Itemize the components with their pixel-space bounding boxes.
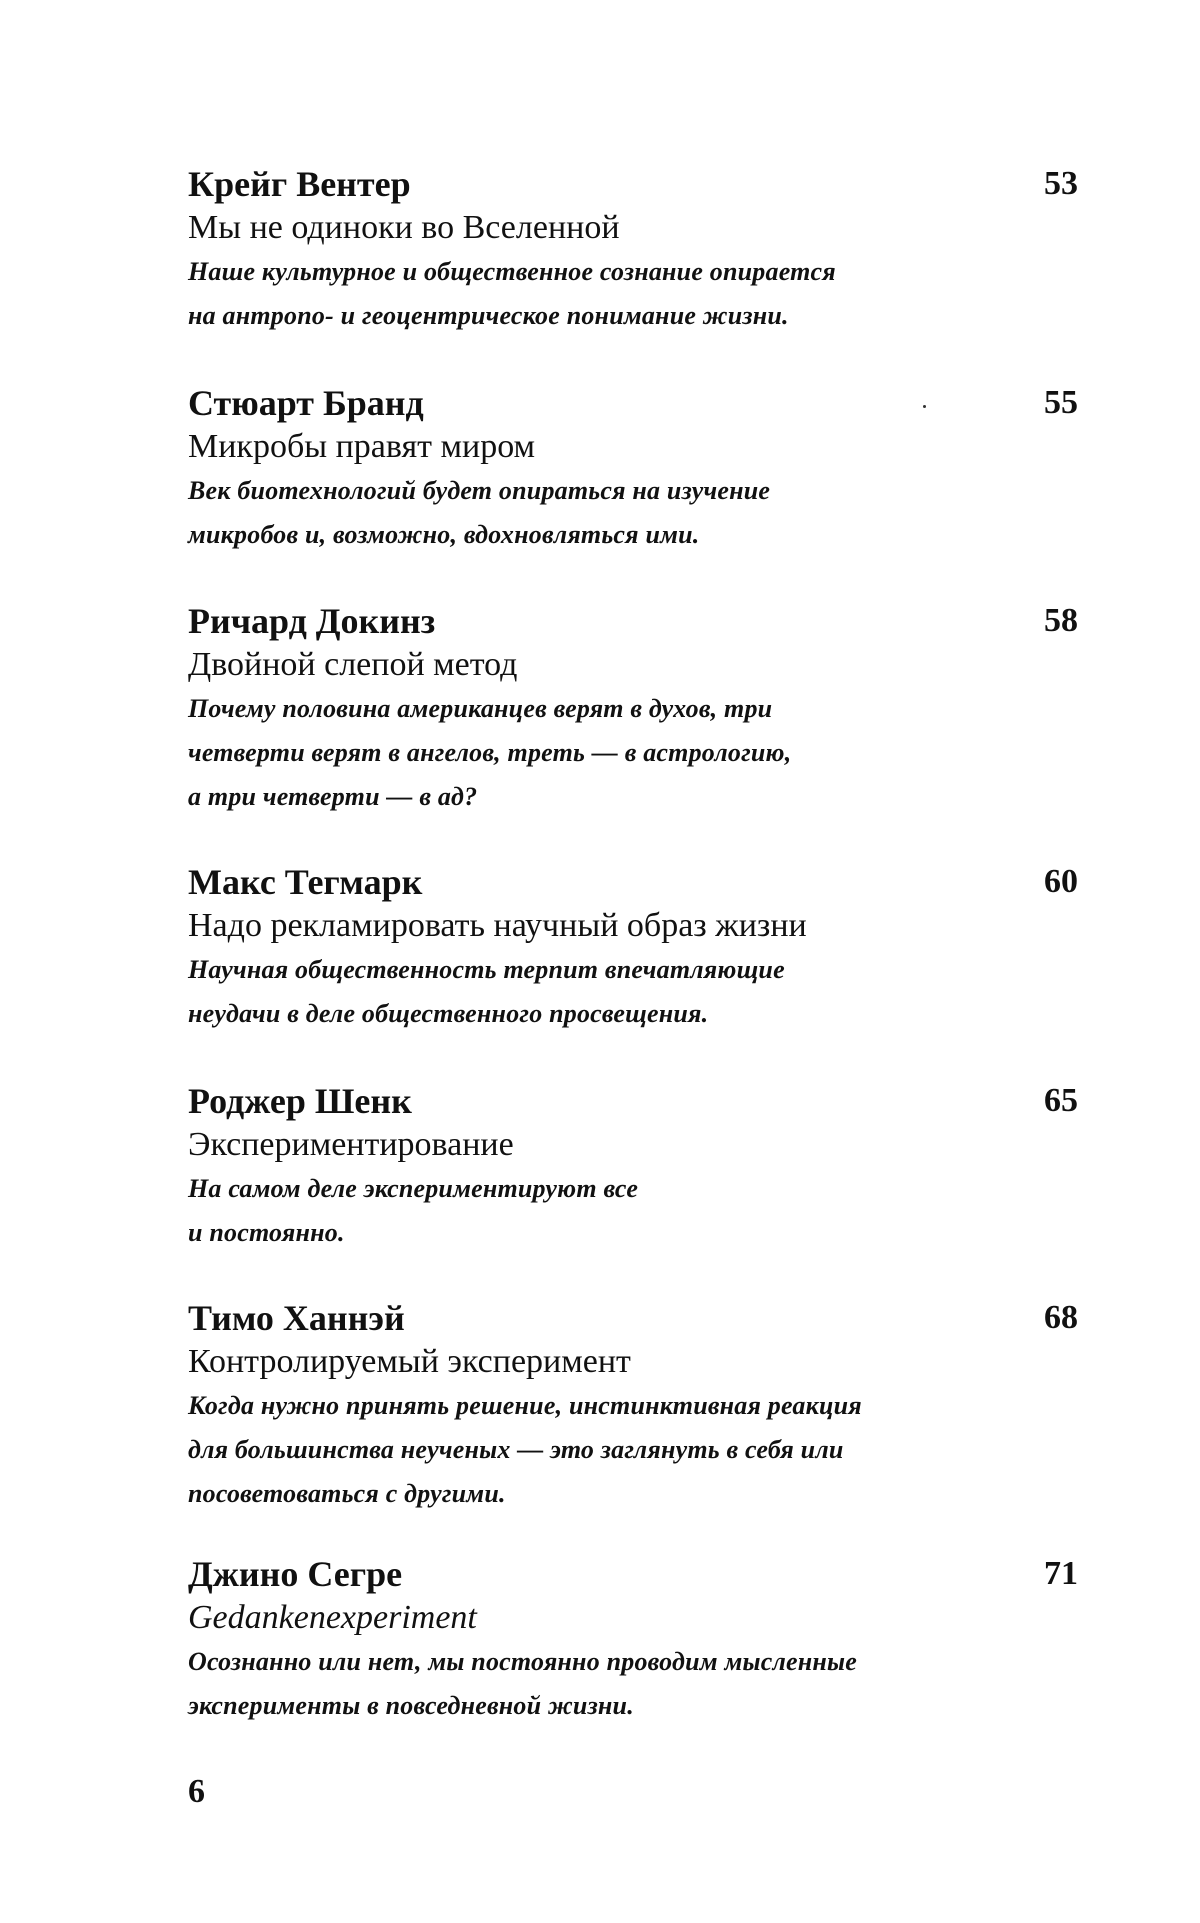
entry-description-line: а три четверти — в ад? [188, 782, 478, 811]
entry-description [188, 948, 1078, 1036]
entry-author: Стюарт Бранд [188, 383, 424, 423]
entry-page-number: 55 [1044, 384, 1078, 421]
entry-description-line: Век биотехнологий будет опираться на изучение [188, 476, 771, 505]
entry-title: Контролируемый эксперимент [188, 1343, 631, 1380]
entry-description-line: Осознанно или нет, мы постоянно проводим мысленные [188, 1647, 857, 1676]
entry-author: Ричард Докинз [188, 601, 436, 641]
entry-description [188, 1167, 1078, 1255]
entry-page-number: 58 [1044, 602, 1078, 639]
entry-description-line: на антропо- и геоцентрическое понимание жизни. [188, 301, 789, 330]
entry-page-number: 53 [1044, 165, 1078, 202]
entry-description-line: эксперименты в повседневной жизни. [188, 1691, 634, 1720]
entry-page-number: 71 [1044, 1555, 1078, 1592]
entry-description-line: Когда нужно принять решение, инстинктивная реакция [188, 1391, 862, 1420]
entry-author: Тимо Ханнэй [188, 1298, 405, 1338]
entry-description [188, 250, 1078, 338]
toc-entry [188, 1552, 1078, 1728]
toc-entry [188, 599, 1078, 819]
entry-description-line: На самом деле экспериментируют все [188, 1174, 639, 1203]
entry-description-line: и постоянно. [188, 1218, 345, 1247]
footer-page-number: 6 [188, 1773, 205, 1810]
entry-title: Двойной слепой метод [188, 646, 518, 683]
entry-description-line: посоветоваться с другими. [188, 1479, 506, 1508]
print-speck [923, 405, 926, 408]
entry-page-number: 65 [1044, 1082, 1078, 1119]
entry-description-line: микробов и, возможно, вдохновляться ими. [188, 520, 700, 549]
entry-description-line: четверти верят в ангелов, треть — в астрологию, [188, 738, 792, 767]
entry-description [188, 1640, 1078, 1728]
toc-entry [188, 1296, 1078, 1516]
entry-author: Роджер Шенк [188, 1081, 412, 1121]
entry-author: Крейг Вентер [188, 164, 411, 204]
entry-title: Мы не одиноки во Вселенной [188, 209, 620, 246]
entry-description-line: Наше культурное и общественное сознание опирается [188, 257, 836, 286]
entry-description [188, 687, 1078, 819]
entry-title: Микробы правят миром [188, 428, 536, 465]
toc-entry [188, 162, 1078, 338]
entry-description-line: для большинства неученых — это заглянуть в себя или [188, 1435, 844, 1464]
toc-entry [188, 381, 1078, 557]
entry-page-number: 68 [1044, 1299, 1078, 1336]
toc-entry [188, 860, 1078, 1036]
entry-author: Джино Сегре [188, 1554, 403, 1594]
entry-description-line: Почему половина американцев верят в духов, три [188, 694, 773, 723]
entry-author: Макс Тегмарк [188, 862, 423, 902]
entry-description [188, 1384, 1078, 1516]
entry-page-number: 60 [1044, 863, 1078, 900]
toc-entry [188, 1079, 1078, 1255]
entry-title: Gedankenexperiment [188, 1599, 477, 1636]
entry-title: Экспериментирование [188, 1126, 514, 1163]
entry-title: Надо рекламировать научный образ жизни [188, 907, 807, 944]
entry-description-line: неудачи в деле общественного просвещения. [188, 999, 709, 1028]
entry-description-line: Научная общественность терпит впечатляющие [188, 955, 785, 984]
entry-description [188, 469, 1078, 557]
